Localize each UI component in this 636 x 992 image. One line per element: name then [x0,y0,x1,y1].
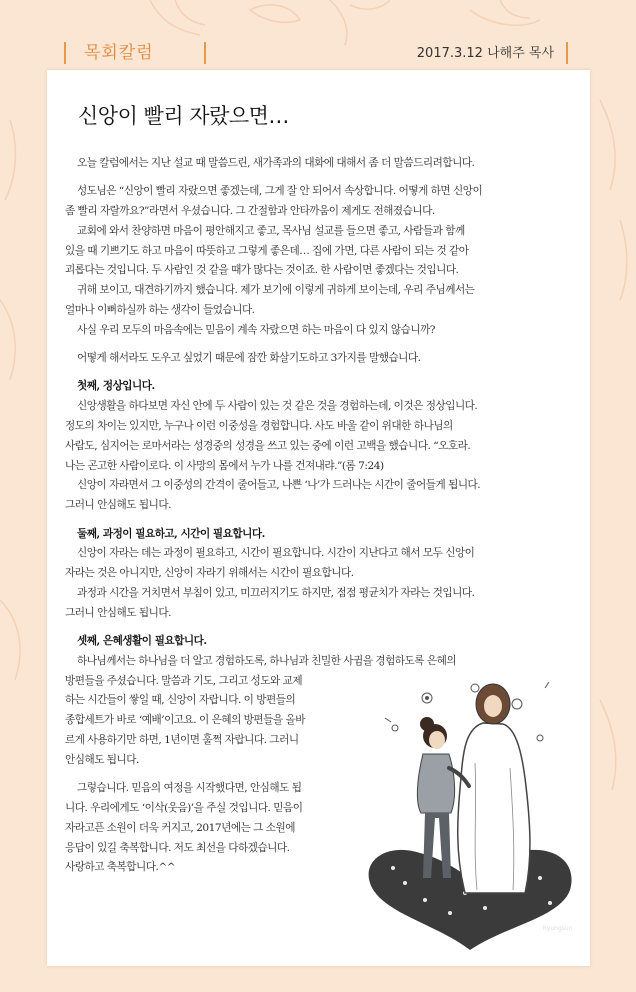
section-heading-second: 둘째, 과정이 필요하고, 시간이 필요합니다. [77,527,265,540]
paragraph-line: 그러니 안심해도 됩니다. [65,499,171,512]
section-heading-third: 셋째, 은혜생활이 필요합니다. [77,635,207,648]
paragraph-line: 나는 곤고한 사람이로다. 이 사망의 몸에서 누가 나를 건져내랴.”(롬 7:24) [65,459,384,472]
header-divider-right [566,42,568,64]
date-author: 2017.3.12 나해주 목사 [416,46,554,61]
paragraph-line: 성도님은 “신앙이 빨리 자랐으면 좋겠는데, 그게 잘 안 되어서 속상합니다. 어떻게 하면 신앙이 [77,185,483,198]
paragraph-line: 오늘 칼럼에서는 지난 설교 때 말씀드린, 새가족과의 대화에 대해서 좀 더 말씀드리려합니다. [77,157,475,169]
section-heading-first: 첫째, 정상입니다. [77,380,155,393]
jesus-and-child-illustration [365,668,575,950]
paragraph-line: 과정과 시간을 거치면서 부침이 있고, 미끄러지기도 하지만, 점점 평균치가 자라는 것입니다. [77,586,475,599]
paragraph-line: 하나님께서는 하나님을 더 알고 경험하도록, 하나님과 친밀한 사귐을 경험하도록 은혜의 [77,654,457,667]
paragraph-line: 귀해 보이고, 대견하기까지 했습니다. 제가 보기에 이렇게 귀하게 보이는데, 우리 주님께서는 [77,284,475,297]
header-divider-left [64,42,66,64]
paragraph-line: 사랑하고 축복합니다.^^ [65,861,176,874]
paragraph-line: 하는 시간들이 쌓일 때, 신앙이 자랍니다. 이 방편들의 [65,694,296,707]
column-title: 목회칼럼 [84,43,154,63]
paragraph-line: 신앙생활을 하다보면 자신 안에 두 사람이 있는 것 같은 것을 경험하는데, 이것은 정상입니다. [77,400,478,413]
article-title: 신앙이 빨리 자랐으면… [78,104,289,128]
paragraph-line: 니다. 우리에게도 ‘이삭(웃음)’을 주실 것입니다. 믿음이 [65,801,303,814]
paragraph-line: 정도의 차이는 있지만, 누구나 이런 이중성을 경험합니다. 사도 바울 같이 위대한 하나님의 [65,420,453,433]
paragraph-line: 사실 우리 모두의 마음속에는 믿음이 계속 자랐으면 하는 마음이 다 있지 않습니까? [77,323,435,336]
paragraph-line: 신앙이 자라면서 그 이중성의 간격이 줄어들고, 나쁜 ‘나’가 드러나는 시간이 줄어들게 됩니다. [77,479,481,492]
paragraph-line: 교회에 와서 찬양하면 마음이 평안해지고 좋고, 목사님 설교를 들으면 좋고, 사람들과 함께 [77,224,465,237]
article-page [47,70,590,966]
illustration-signature: hyungsun [543,925,573,932]
header-divider-mid [204,42,206,64]
paragraph-line: 안심해도 됩니다. [65,753,139,766]
paragraph-line: 그러니 안심해도 됩니다. [65,606,171,619]
paragraph-line: 좀 빨리 자랄까요?”라면서 우셨습니다. 그 간절함과 안타까움이 제게도 전해졌습니다. [65,205,435,218]
paragraph-line: 종합세트가 바로 ‘예배’이고요. 이 은혜의 방편들을 올바 [65,714,305,727]
paragraph-line: 사람도, 심지어는 로마서라는 성경중의 성경을 쓰고 있는 중에 이런 고백을 했습니다. “오호라. [65,439,471,452]
paragraph-line: 그렇습니다. 믿음의 여정을 시작했다면, 안심해도 됩 [77,782,302,795]
paragraph-line: 르게 사용하기만 하면, 1년이면 훌쩍 자랍니다. 그러니 [65,734,299,747]
column-header [0,0,636,70]
paragraph-line: 얼마나 이뻐하실까 하는 생각이 들었습니다. [65,304,255,317]
paragraph-line: 어떻게 해서라도 도우고 싶었기 때문에 잠깐 화살기도하고 3가지를 말했습니다. [77,352,421,365]
paragraph-line: 방편들을 주셨습니다. 말씀과 기도, 그리고 성도와 교제 [65,674,303,687]
paragraph-line: 자라는 것은 아니지만, 신앙이 자라기 위해서는 시간이 필요합니다. [65,567,354,580]
paragraph-line: 있을 때 기쁘기도 하고 마음이 따뜻하고 그렇게 좋은데… 집에 가면, 다른 사람이 되는 것 같아 [65,244,469,257]
paragraph-line: 자라고픈 소원이 더욱 커지고, 2017년에는 그 소원에 [65,821,295,834]
paragraph-line: 신앙이 자라는 데는 과정이 필요하고, 시간이 필요합니다. 시간이 지난다고 해서 모두 신앙이 [77,547,475,560]
paragraph-line: 응답이 있길 축복합니다. 저도 최선을 다하겠습니다. [65,841,290,854]
paragraph-line: 괴롭다는 것입니다. 두 사람인 것 같을 때가 많다는 것이죠. 한 사람이면 좋겠다는 것입니다. [65,264,459,277]
